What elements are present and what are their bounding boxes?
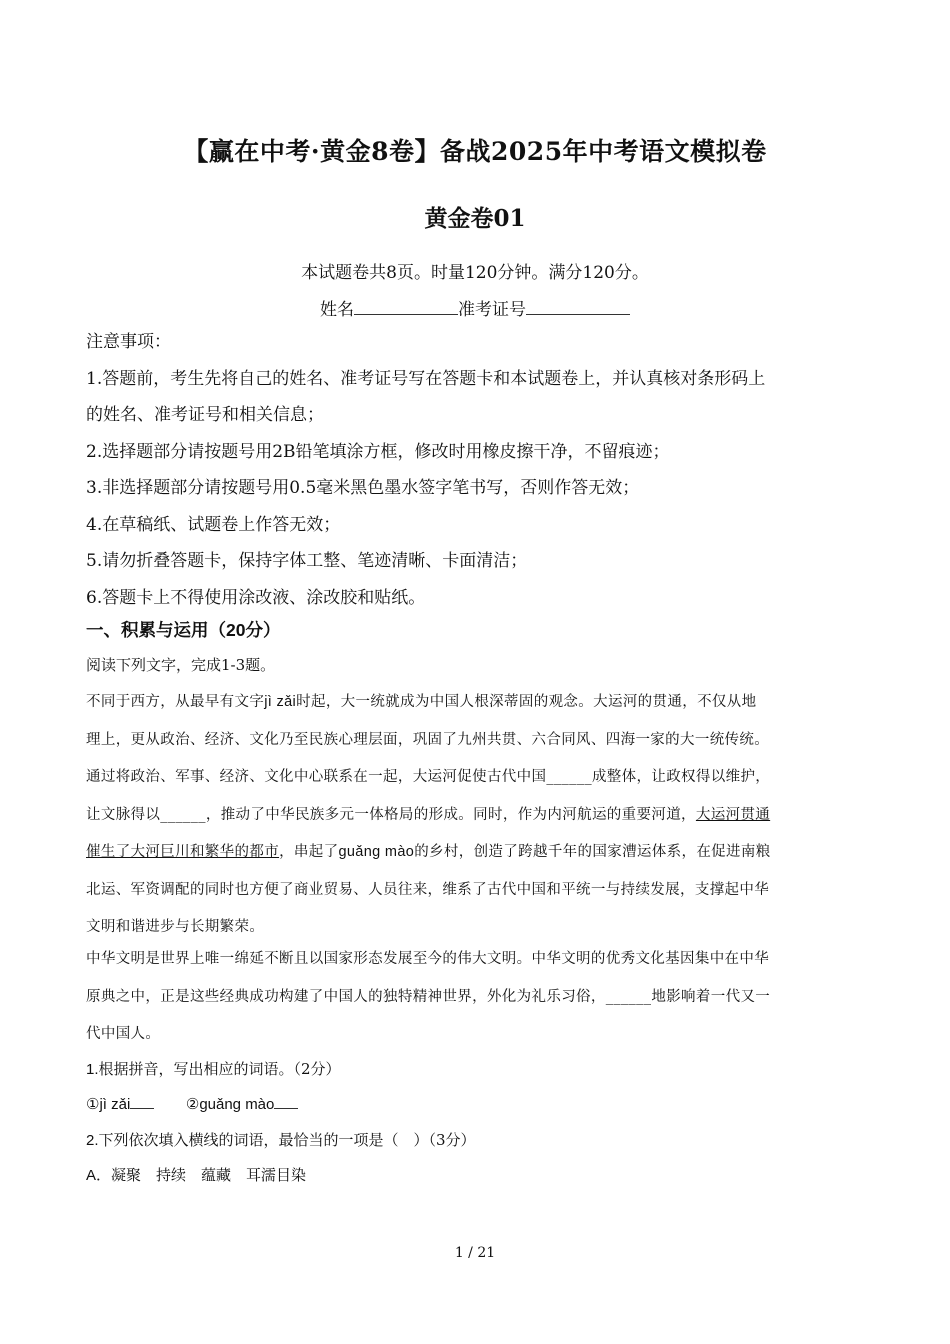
pinyin-text: jì zǎi [99,1096,131,1113]
question-text: 下列依次填入横线的词语，最恰当的一项是（ ）（3分） [98,1131,476,1149]
passage-line: 中华文明是世界上唯一绵延不断且以国家形态发展至今的伟大文明。中华文明的优秀文化基因集中在中华 [86,951,770,967]
answer-marker: ① [86,1095,100,1113]
notice-item: 1.答题前，考生先将自己的姓名、准考证号写在答题卡和本试题卷上，并认真核对条形码上 [86,368,766,389]
passage-line: 通过将政治、军事、经济、文化中心联系在一起，大运河促使古代中国______成整体，让政权得以维护， [86,769,771,785]
passage-text: ，串起了 [279,844,339,860]
page-number: 1 / 21 [454,1245,496,1261]
passage-line: 原典之中，正是这些经典成功构建了中国人的独特精神世界，外化为礼乐习俗，______地影响着一代又一 [86,988,771,1005]
notice-block [86,328,876,620]
answer-blank [130,1094,154,1109]
id-blank [526,296,630,315]
answer-marker: ② [185,1095,200,1113]
passage-line: 北运、军资调配的同时也方便了商业贸易、人员往来，维系了古代中国和平统一与持续发展，支撑起中华 [86,881,770,898]
pinyin-text: jì zǎi [264,694,297,710]
name-label: 姓名 [320,300,354,320]
question-number: 2. [86,1132,99,1149]
passage-line: 文明和谐进步与长期繁荣。 [86,919,265,935]
passage-paragraph-1 [86,690,861,953]
notice-item: 4.在草稿纸、试题卷上作答无效； [86,514,341,535]
question-2-option-a [86,1164,306,1185]
passage-text: 时起，大一统就成为中国人根深蒂固的观念。大运河的贯通，不仅从地 [296,694,757,710]
passage-line [86,803,861,841]
notice-item: 5.请勿折叠答题卡，保持字体工整、笔迹清晰、卡面清洁； [86,551,528,571]
id-label: 准考证号 [458,300,526,320]
passage-line: 代中国人。 [86,1026,161,1042]
passage-text: 让文脉得以______，推动了中华民族多元一体格局的形成。同时，作为内河航运的重要河道， [86,806,696,823]
underlined-sentence: 催生了大河巨川和繁华的都市 [86,844,280,860]
exam-info: 本试题卷共8页。时量120分钟。满分120分。 [301,263,649,283]
candidate-fields [0,295,950,320]
question-text: 根据拼音，写出相应的词语。（2分） [98,1060,341,1078]
answer-blank [274,1094,298,1109]
notice-item: 6.答题卡上不得使用涂改液、涂改胶和贴纸。 [86,587,426,608]
reading-instruction: 阅读下列文字，完成1-3题。 [86,656,276,674]
name-blank [354,296,458,315]
passage-line [86,690,861,728]
passage-text: 的乡村，创造了跨越千年的国家漕运体系，在促进南粮 [414,844,771,860]
passage-line: 理上，更从政治、经济、文化乃至民族心理层面，巩固了九州共贯、六合同风、四海一家的大一统传统。 [86,731,770,748]
passage-line [86,840,861,878]
question-1-answers [86,1094,298,1113]
passage-text: 不同于西方，从最早有文字 [86,694,265,710]
notice-title: 注意事项： [86,332,171,352]
question-2 [86,1129,476,1150]
page-subtitle: 黄金卷01 [424,205,526,232]
notice-item: 2.选择题部分请按题号用2B铅笔填涂方框，修改时用橡皮擦干净，不留痕迹； [86,441,670,462]
pinyin-text: guǎng mào [338,844,415,860]
section-heading: 一、积累与运用（20分） [86,620,281,640]
notice-item: 3.非选择题部分请按题号用0.5毫米黑色墨水签字笔书写，否则作答无效； [86,478,640,498]
pinyin-text: guǎng mào [199,1096,275,1113]
option-label: A． [86,1167,112,1184]
option-text: 凝聚 持续 蕴藏 耳濡目染 [111,1166,307,1184]
question-number: 1. [86,1061,99,1078]
notice-item: 的姓名、准考证号和相关信息； [86,405,324,425]
passage-paragraph-2 [86,947,861,1060]
question-1 [86,1058,341,1079]
underlined-sentence: 大运河贯通 [695,806,771,823]
page-title: 【赢在中考·黄金8卷】备战2025年中考语文模拟卷 [183,137,767,166]
